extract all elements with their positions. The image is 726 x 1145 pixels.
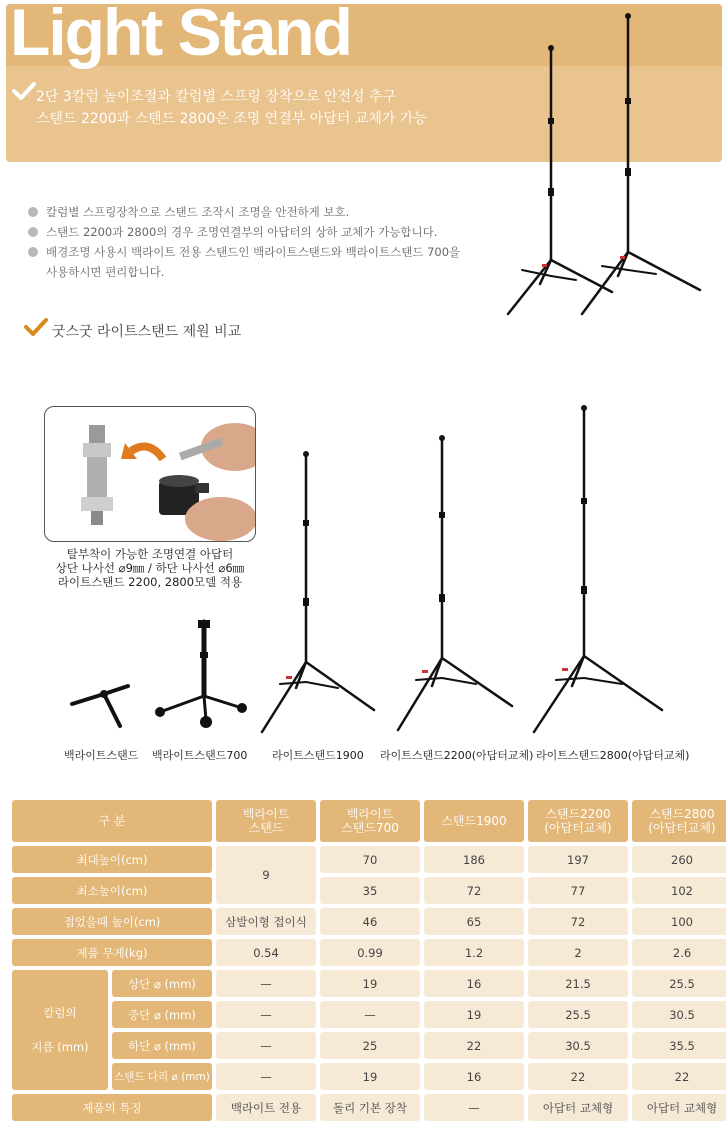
table-cell: 16 xyxy=(424,970,524,997)
adapter-caption-1: 탈부착이 가능한 조명연결 아답터 xyxy=(66,547,234,561)
table-cell: 아답터 교체형 xyxy=(632,1094,726,1121)
table-cell: 100 xyxy=(632,908,726,935)
table-cell: — xyxy=(320,1001,420,1028)
table-cell: 19 xyxy=(320,970,420,997)
table-cell: 25.5 xyxy=(632,970,726,997)
table-cell: 197 xyxy=(528,846,628,873)
stand-label-1900: 라이트스탠드1900 xyxy=(272,749,364,762)
table-header-row xyxy=(12,800,726,842)
table-cell: 삼발이형 접이식 xyxy=(216,908,316,935)
table-cell: 72 xyxy=(424,877,524,904)
row-label: 상단 ⌀ (mm) xyxy=(112,970,212,997)
adapter-caption-2: 상단 나사선 ⌀9㎜ / 하단 나사선 ⌀6㎜ xyxy=(55,561,245,575)
table-cell: 65 xyxy=(424,908,524,935)
table-cell: — xyxy=(216,1032,316,1059)
table-row xyxy=(12,877,726,904)
table-row xyxy=(12,908,726,935)
table-cell: 2 xyxy=(528,939,628,966)
table-cell: 백라이트 전용 xyxy=(216,1094,316,1121)
table-header: 백라이트 스탠드700 xyxy=(320,800,420,842)
stand-label-2800: 라이트스탠드2800(아답터교체) xyxy=(536,749,690,762)
table-cell: 22 xyxy=(424,1032,524,1059)
row-label: 제품 무게(kg) xyxy=(12,939,212,966)
table-cell: 22 xyxy=(632,1063,726,1090)
check-icon xyxy=(24,318,48,336)
table-cell: 186 xyxy=(424,846,524,873)
backlight-stand-image xyxy=(64,676,136,736)
table-cell: 25.5 xyxy=(528,1001,628,1028)
header-line-1: 2단 3칼럼 높이조절과 칼럼별 스프링 장착으로 안전성 추구 xyxy=(36,89,397,105)
stand-pair-image xyxy=(500,8,710,320)
column-diameter-group-label: 칼럼의 지름 (mm) xyxy=(12,970,108,1090)
table-cell: 9 xyxy=(216,846,316,904)
table-cell: 77 xyxy=(528,877,628,904)
check-icon xyxy=(12,82,36,100)
stand-label-2200: 라이트스탠드2200(아답터교체) xyxy=(380,749,534,762)
backlight-stand-700-image xyxy=(150,616,250,730)
compare-title: 굿스굿 라이트스탠드 제원 비교 xyxy=(52,324,242,340)
table-cell: 19 xyxy=(424,1001,524,1028)
row-label: 중단 ⌀ (mm) xyxy=(112,1001,212,1028)
table-cell: 35.5 xyxy=(632,1032,726,1059)
page-title: Light Stand xyxy=(10,0,351,69)
table-cell: 0.54 xyxy=(216,939,316,966)
table-cell: 아답터 교체형 xyxy=(528,1094,628,1121)
table-cell: — xyxy=(424,1094,524,1121)
header-line-2: 스탠드 2200과 스탠드 2800은 조명 연결부 아답터 교체가 가능 xyxy=(36,111,427,127)
table-cell: 46 xyxy=(320,908,420,935)
row-label: 하단 ⌀ (mm) xyxy=(112,1032,212,1059)
table-header: 구 분 xyxy=(12,800,212,842)
table-header: 백라이트 스탠드 xyxy=(216,800,316,842)
row-label: 접었을때 높이(cm) xyxy=(12,908,212,935)
table-row xyxy=(12,970,726,997)
adapter-image xyxy=(44,406,256,542)
table-row xyxy=(12,846,726,873)
table-cell: 21.5 xyxy=(528,970,628,997)
table-row xyxy=(12,1063,726,1090)
table-header: 스탠드2800 (아답터교체) xyxy=(632,800,726,842)
row-label: 스탠드 다리 ⌀ (mm) xyxy=(112,1063,212,1090)
bullet-dot xyxy=(28,227,38,237)
table-cell: 102 xyxy=(632,877,726,904)
table-row xyxy=(12,1001,726,1028)
table-cell: — xyxy=(216,970,316,997)
light-stand-2200-image xyxy=(392,432,518,738)
row-label: 최대높이(cm) xyxy=(12,846,212,873)
table-cell: — xyxy=(216,1063,316,1090)
table-row xyxy=(12,1094,726,1121)
row-label: 제품의 특징 xyxy=(12,1094,212,1121)
table-cell: 1.2 xyxy=(424,939,524,966)
stand-label-backlight-700: 백라이트스탠드700 xyxy=(152,749,248,762)
bullet-dot xyxy=(28,207,38,217)
adapter-caption-3: 라이트스탠드 2200, 2800모델 적용 xyxy=(57,575,243,589)
table-cell: 25 xyxy=(320,1032,420,1059)
row-label: 최소높이(cm) xyxy=(12,877,212,904)
table-cell: 35 xyxy=(320,877,420,904)
table-cell: 72 xyxy=(528,908,628,935)
stand-label-backlight: 백라이트스탠드 xyxy=(64,749,139,762)
light-stand-2800-image xyxy=(528,402,668,738)
table-header: 스탠드2200 (아답터교체) xyxy=(528,800,628,842)
table-row xyxy=(12,1032,726,1059)
table-cell: 260 xyxy=(632,846,726,873)
table-cell: 2.6 xyxy=(632,939,726,966)
table-cell: — xyxy=(216,1001,316,1028)
table-cell: 70 xyxy=(320,846,420,873)
light-stand-1900-image xyxy=(256,448,380,738)
table-cell: 19 xyxy=(320,1063,420,1090)
table-cell: 30.5 xyxy=(528,1032,628,1059)
table-cell: 30.5 xyxy=(632,1001,726,1028)
table-cell: 22 xyxy=(528,1063,628,1090)
table-cell: 0.99 xyxy=(320,939,420,966)
spec-table xyxy=(8,796,726,1125)
table-cell: 16 xyxy=(424,1063,524,1090)
bullet-dot xyxy=(28,247,38,257)
table-header: 스탠드1900 xyxy=(424,800,524,842)
table-cell: 돌리 기본 장착 xyxy=(320,1094,420,1121)
table-row xyxy=(12,939,726,966)
